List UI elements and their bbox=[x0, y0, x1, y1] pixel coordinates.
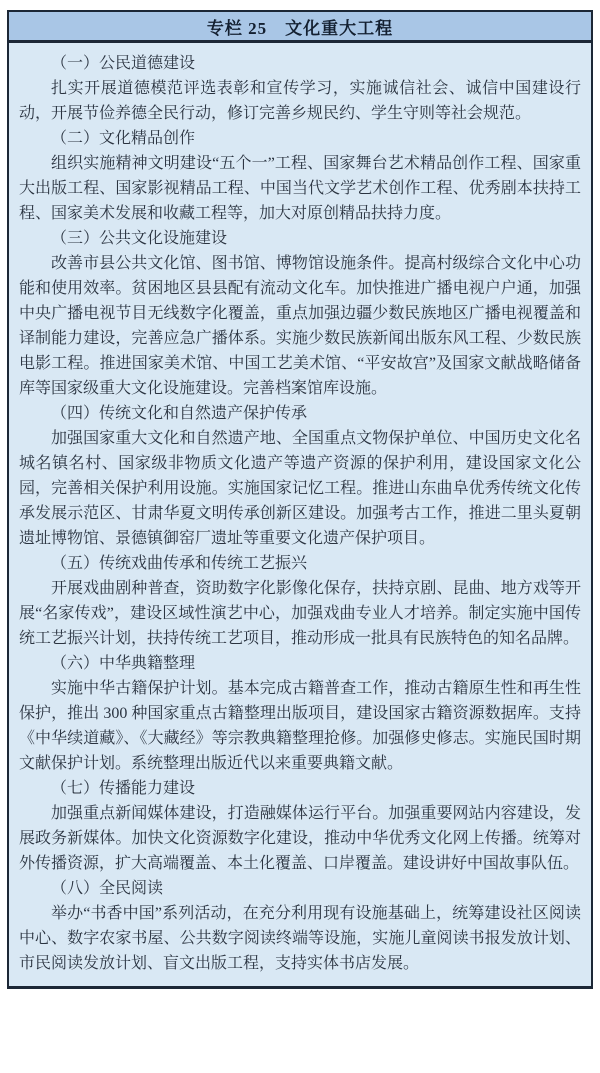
panel-header bbox=[9, 12, 591, 43]
section-paragraph: 加强国家重大文化和自然遗产地、全国重点文物保护单位、中国历史文化名城名镇名村、国家级非物质文化遗产等遗产资源的保护利用，建设国家文化公园，完善相关保护利用设施。实施国家记忆工程。推进山东曲阜优秀传统文化传承发展示范区、甘肃华夏文明传承创新区建设。加强考古工作，推进二里头夏朝遗址博物馆、景德镇御窑厂遗址等重要文化遗产保护项目。 bbox=[19, 430, 581, 547]
section-paragraph: 改善市县公共文化馆、图书馆、博物馆设施条件。提高村级综合文化中心功能和使用效率。贫困地区县县配有流动文化车。加快推进广播电视户户通，加强中央广播电视节目无线数字化覆盖，重点加强边疆少数民族地区广播电视覆盖和译制能力建设，完善应急广播体系。实施少数民族新闻出版东风工程、少数民族电影工程。推进国家美术馆、中国工艺美术馆、“平安故宫”及国家文献战略储备库等国家级重大文化设施建设。完善档案馆库设施。 bbox=[19, 255, 581, 397]
section-paragraph: 加强重点新闻媒体建设，打造融媒体运行平台。加强重要网站内容建设，发展政务新媒体。加快文化资源数字化建设，推动中华优秀文化网上传播。统筹对外传播资源，扩大高端覆盖、本土化覆盖、口岸覆盖。建设讲好中国故事队伍。 bbox=[19, 805, 581, 872]
section bbox=[19, 876, 581, 976]
panel-title: 专栏 25 文化重大工程 bbox=[206, 18, 394, 38]
section-paragraph: 举办“书香中国”系列活动，在充分利用现有设施基础上，统筹建设社区阅读中心、数字农家书屋、公共数字阅读终端等设施，实施儿童阅读书报发放计划、市民阅读发放计划、盲文出版工程，支持实体书店发展。 bbox=[19, 905, 581, 972]
panel-body bbox=[9, 43, 591, 986]
section-heading: （一）公民道德建设 bbox=[51, 55, 196, 72]
section bbox=[19, 226, 581, 401]
section-heading: （二）文化精品创作 bbox=[51, 130, 196, 147]
section-heading: （六）中华典籍整理 bbox=[51, 655, 196, 672]
section-paragraph: 实施中华古籍保护计划。基本完成古籍普查工作，推动古籍原生性和再生性保护，推出 300 种国家重点古籍整理出版项目，建设国家古籍资源数据库。支持《中华续道藏》、《大藏经》等宗教典籍整理抢修。加强修史修志。实施民国时期文献保护计划。系统整理出版近代以来重要典籍文献。 bbox=[19, 680, 581, 772]
section-heading: （五）传统戏曲传承和传统工艺振兴 bbox=[51, 555, 308, 572]
section-heading: （四）传统文化和自然遗产保护传承 bbox=[51, 405, 308, 422]
section bbox=[19, 651, 581, 776]
culture-projects-panel bbox=[7, 10, 593, 989]
section-heading: （三）公共文化设施建设 bbox=[51, 230, 228, 247]
section bbox=[19, 401, 581, 551]
section-paragraph: 开展戏曲剧种普查，资助数字化影像化保存，扶持京剧、昆曲、地方戏等开展“名家传戏”，建设区域性演艺中心，加强戏曲专业人才培养。制定实施中国传统工艺振兴计划，扶持传统工艺项目，推动形成一批具有民族特色的知名品牌。 bbox=[19, 580, 581, 647]
section bbox=[19, 551, 581, 651]
section-heading: （七）传播能力建设 bbox=[51, 780, 196, 797]
section bbox=[19, 776, 581, 876]
section-paragraph: 组织实施精神文明建设“五个一”工程、国家舞台艺术精品创作工程、国家重大出版工程、国家影视精品工程、中国当代文学艺术创作工程、优秀剧本扶持工程、国家美术发展和收藏工程等，加大对原创精品扶持力度。 bbox=[19, 155, 581, 222]
section-heading: （八）全民阅读 bbox=[51, 880, 164, 897]
section-paragraph: 扎实开展道德模范评选表彰和宣传学习，实施诚信社会、诚信中国建设行动，开展节俭养德全民行动，修订完善乡规民约、学生守则等社会规范。 bbox=[19, 80, 581, 122]
section bbox=[19, 126, 581, 226]
section bbox=[19, 51, 581, 126]
